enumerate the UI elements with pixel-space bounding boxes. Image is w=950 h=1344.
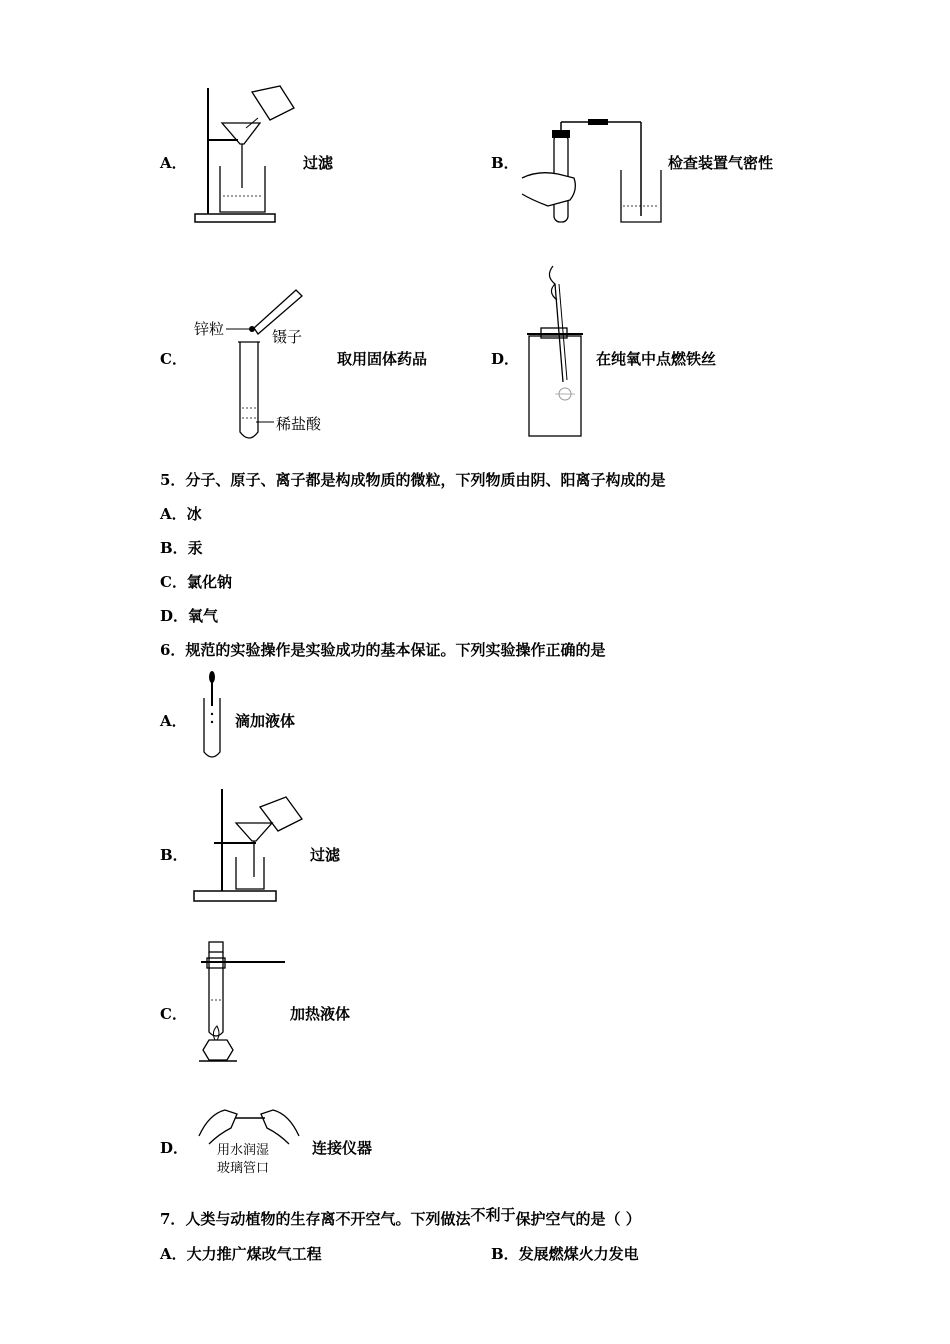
q5-option-d[interactable]: D．氧气 bbox=[160, 607, 219, 625]
connect-label-line1: 用水润湿 bbox=[217, 1143, 270, 1158]
q6-option-a-letter: A． bbox=[160, 712, 187, 730]
q4-d-iron-wire-figure bbox=[525, 262, 590, 442]
q6-option-c-letter: C． bbox=[160, 1005, 187, 1023]
q6-d-connect-figure bbox=[195, 1100, 305, 1180]
q7-stem-part1: 7．人类与动植物的生存离不开空气。下列做法 bbox=[160, 1210, 471, 1228]
q7-stem bbox=[160, 1206, 641, 1228]
q4-option-d-letter: D． bbox=[491, 350, 520, 368]
q4-option-c-caption: 取用固体药品 bbox=[337, 350, 428, 368]
q6-stem: 6．规范的实验操作是实验成功的基本保证。下列实验操作正确的是 bbox=[160, 641, 606, 659]
q4-option-b-letter: B． bbox=[491, 154, 519, 172]
q4-option-a-caption: 过滤 bbox=[303, 154, 334, 172]
tweezers-label: 镊子 bbox=[272, 328, 303, 346]
q7-option-a[interactable]: A．大力推广煤改气工程 bbox=[160, 1245, 322, 1263]
q4-option-c-letter: C． bbox=[160, 350, 187, 368]
q6-option-d-letter: D． bbox=[160, 1139, 189, 1157]
q7-stem-part3: 保护空气的是（ ） bbox=[515, 1210, 641, 1228]
q6-option-c-caption: 加热液体 bbox=[290, 1005, 351, 1023]
q4-option-d-caption: 在纯氧中点燃铁丝 bbox=[596, 350, 717, 368]
q6-c-heating-figure bbox=[195, 940, 290, 1065]
q4-a-filtration-figure bbox=[190, 78, 305, 228]
q6-option-d-caption: 连接仪器 bbox=[312, 1139, 373, 1157]
q5-option-a[interactable]: A．冰 bbox=[160, 505, 202, 523]
connect-label-line2: 玻璃管口 bbox=[217, 1161, 270, 1176]
zinc-label: 锌粒 bbox=[194, 320, 225, 338]
q5-stem: 5．分子、原子、离子都是构成物质的微粒，下列物质由阴、阳离子构成的是 bbox=[160, 471, 666, 489]
q4-option-a-letter: A． bbox=[160, 154, 187, 172]
q4-option-b-caption: 检查装置气密性 bbox=[668, 154, 774, 172]
q4-b-airtightness-figure bbox=[518, 118, 668, 228]
q7-stem-emphasis: 不利于 bbox=[470, 1206, 516, 1224]
q4-c-solid-drug-figure bbox=[192, 284, 342, 449]
q5-option-c[interactable]: C．氯化钠 bbox=[160, 573, 232, 591]
q6-option-b-letter: B． bbox=[160, 846, 188, 864]
q6-option-a-caption: 滴加液体 bbox=[235, 712, 296, 730]
q6-option-b-caption: 过滤 bbox=[310, 846, 341, 864]
q6-b-filtration-figure bbox=[190, 785, 310, 910]
q6-a-dropper-figure bbox=[198, 668, 228, 763]
q7-option-b[interactable]: B．发展燃煤火力发电 bbox=[491, 1245, 639, 1263]
q5-option-b[interactable]: B．汞 bbox=[160, 539, 203, 557]
acid-label: 稀盐酸 bbox=[276, 415, 322, 433]
